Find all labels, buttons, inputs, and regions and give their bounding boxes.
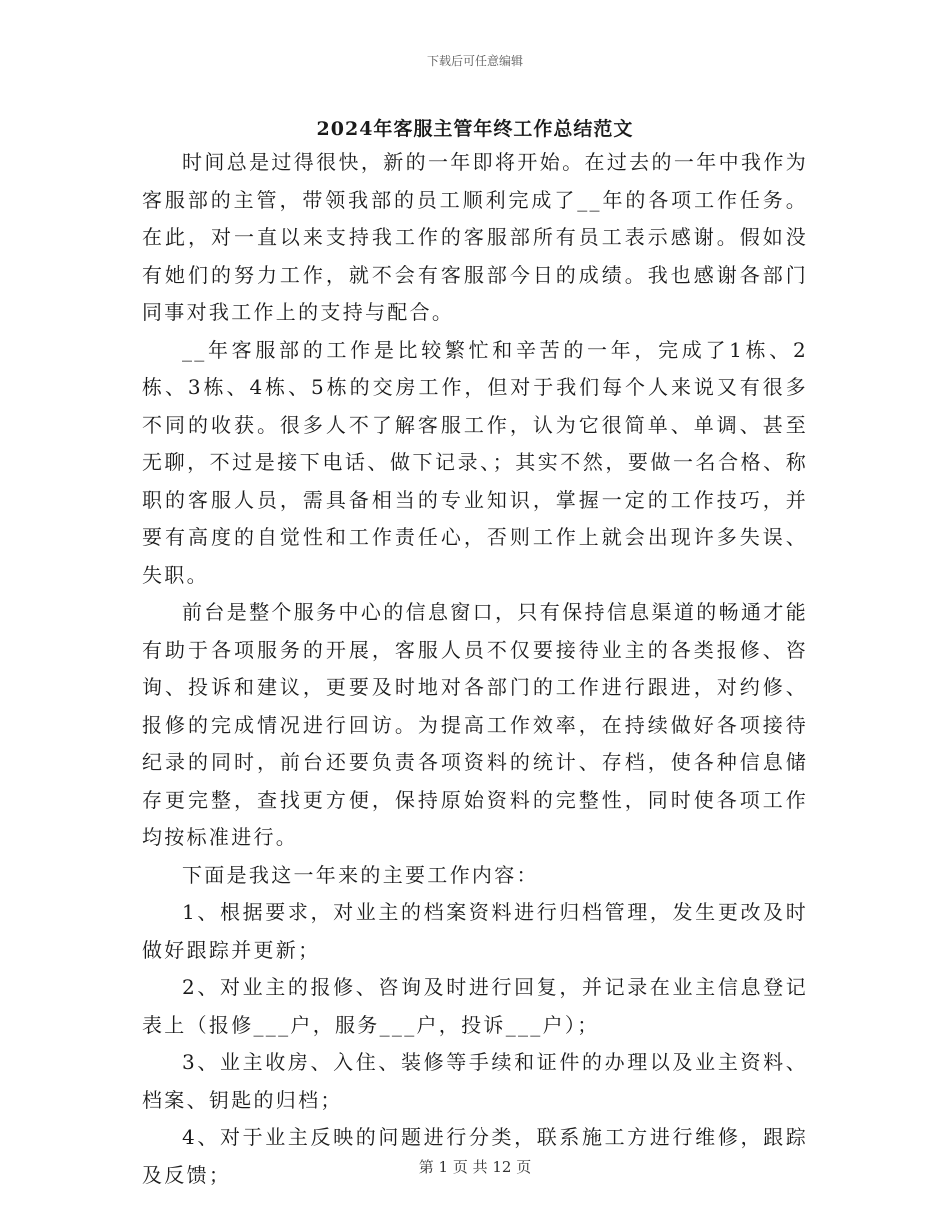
list-item-1: 1、根据要求，对业主的档案资料进行归档管理，发生更改及时做好跟踪并更新； xyxy=(142,900,808,962)
document-title: 2024年客服主管年终工作总结范文 xyxy=(316,118,634,140)
document-body xyxy=(142,144,808,1194)
paragraph-year-summary: __年客服部的工作是比较繁忙和辛苦的一年，完成了1栋、2栋、3栋、4栋、5栋的交房工作，但对于我们每个人来说又有很多不同的收获。很多人不了解客服工作，认为它很简单、单调、甚至无聊，不过是接下电话、做下记录、；其实不然，要做一名合格、称职的客服人员，需具备相当的专业知识，掌握一定的工作技巧，并要有高度的自觉性和工作责任心，否则工作上就会出现许多失误、失职。 xyxy=(142,337,808,587)
paragraph-work-list-intro: 下面是我这一年来的主要工作内容： xyxy=(182,862,539,887)
paragraph-front-desk: 前台是整个服务中心的信息窗口，只有保持信息渠道的畅通才能有助于各项服务的开展，客服人员不仅要接待业主的各类报修、咨询、投诉和建议，更要及时地对各部门的工作进行跟进，对约修、报修的完成情况进行回访。为提高工作效率，在持续做好各项接待纪录的同时，前台还要负责各项资料的统计、存档，使各种信息储存更完整，查找更方便，保持原始资料的完整性，同时使各项工作均按标准进行。 xyxy=(142,600,808,849)
list-item-2: 2、对业主的报修、咨询及时进行回复，并记录在业主信息登记表上（报修___户，服务___户，投诉___户）； xyxy=(142,975,808,1037)
list-item-3: 3、业主收房、入住、装修等手续和证件的办理以及业主资料、档案、钥匙的归档； xyxy=(142,1050,808,1112)
page-header-note: 下载后可任意编辑 xyxy=(426,54,523,68)
paragraph-intro: 时间总是过得很快，新的一年即将开始。在过去的一年中我作为客服部的主管，带领我部的员工顺利完成了__年的各项工作任务。在此，对一直以来支持我工作的客服部所有员工表示感谢。假如没有她们的努力工作，就不会有客服部今日的成绩。我也感谢各部门同事对我工作上的支持与配合。 xyxy=(142,150,808,324)
list-item-4: 4、对于业主反映的问题进行分类，联系施工方进行维修，跟踪及反馈； xyxy=(142,1125,808,1187)
page-number: 第 1 页 共 12 页 xyxy=(418,1158,532,1176)
